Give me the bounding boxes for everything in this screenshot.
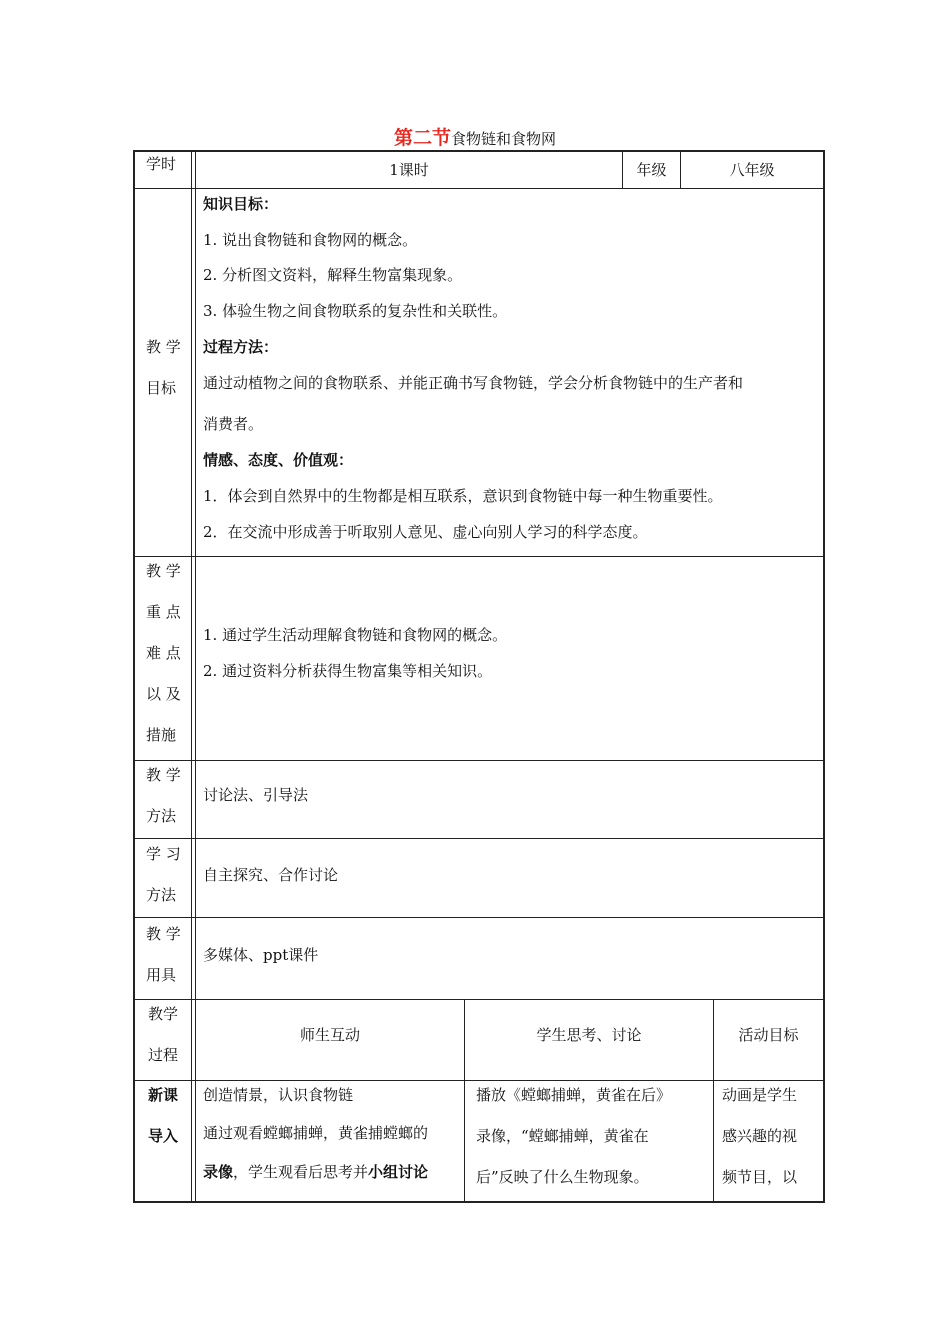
key-points-label: 措施 xyxy=(146,726,177,744)
grade-label: 年级 xyxy=(636,161,667,179)
teaching-method-label: 方法 xyxy=(146,807,177,825)
intro-interaction-text: 通过观看螳螂捕蝉，黄雀捕螳螂的 xyxy=(203,1124,429,1142)
row-divider xyxy=(134,838,824,839)
key-points-label: 重 点 xyxy=(146,603,181,621)
emphasis-video: 录像 xyxy=(203,1163,234,1181)
teaching-method-value: 讨论法、引导法 xyxy=(203,786,309,804)
section-number: 第二节 xyxy=(393,127,451,149)
knowledge-heading: 知识目标： xyxy=(203,195,279,213)
intro-discussion-text: 播放《螳螂捕蝉，黄雀在后》 xyxy=(476,1086,672,1104)
intro-interaction-text xyxy=(203,1162,428,1182)
learning-method-value: 自主探究、合作讨论 xyxy=(203,866,339,884)
intro-goal-text: 频节目，以 xyxy=(722,1168,798,1186)
row-divider xyxy=(134,188,824,189)
page-title xyxy=(0,124,950,153)
section-topic: 食物链和食物网 xyxy=(451,130,557,148)
knowledge-item: 1. 说出食物链和食物网的概念。 xyxy=(203,231,418,249)
teaching-method-label: 教 学 xyxy=(146,766,181,784)
key-points-label: 难 点 xyxy=(146,644,181,662)
row-divider xyxy=(134,1080,824,1081)
intro-goal-text: 感兴趣的视 xyxy=(722,1127,798,1145)
intro-label: 新课 xyxy=(148,1086,179,1104)
knowledge-item: 2. 分析图文资料，解释生物富集现象。 xyxy=(203,266,463,284)
emotion-item: 1．体会到自然界中的生物都是相互联系，意识到食物链中每一种生物重要性。 xyxy=(203,487,723,505)
intro-discussion-text: 录像，“螳螂捕蝉，黄雀在 xyxy=(476,1127,649,1145)
process-text: 消费者。 xyxy=(203,415,264,433)
objectives-label: 目标 xyxy=(146,379,177,397)
learning-method-label: 方法 xyxy=(146,886,177,904)
teaching-tools-label: 教 学 xyxy=(146,925,181,943)
row-divider xyxy=(134,556,824,557)
intro-discussion-text: 后”反映了什么生物现象。 xyxy=(476,1168,649,1186)
process-label: 过程 xyxy=(148,1046,179,1064)
row-divider xyxy=(134,760,824,761)
column-header-goal: 活动目标 xyxy=(738,1026,799,1044)
process-text: 通过动植物之间的食物联系、并能正确书写食物链，学会分析食物链中的生产者和 xyxy=(203,374,744,392)
key-point-item: 1. 通过学生活动理解食物链和食物网的概念。 xyxy=(203,626,508,644)
key-point-item: 2. 通过资料分析获得生物富集等相关知识。 xyxy=(203,662,493,680)
column-header-interaction: 师生互动 xyxy=(299,1026,360,1044)
knowledge-item: 3. 体验生物之间食物联系的复杂性和关联性。 xyxy=(203,302,508,320)
process-label: 教学 xyxy=(148,1005,179,1023)
row-divider xyxy=(134,917,824,918)
teaching-tools-label: 用具 xyxy=(146,966,177,984)
emphasis-group-discussion: 小组讨论 xyxy=(368,1163,429,1181)
process-heading: 过程方法： xyxy=(203,338,279,356)
learning-method-label: 学 习 xyxy=(146,845,181,863)
label-column-divider xyxy=(191,151,192,1201)
teaching-tools-value: 多媒体、ppt课件 xyxy=(203,946,319,964)
intro-label: 导入 xyxy=(148,1127,179,1145)
emotion-item: 2．在交流中形成善于听取别人意见、虚心向别人学习的科学态度。 xyxy=(203,523,648,541)
key-points-label: 以 及 xyxy=(146,685,181,703)
period-value: 1课时 xyxy=(389,161,429,179)
intro-goal-text: 动画是学生 xyxy=(722,1086,798,1104)
grade-value: 八年级 xyxy=(729,161,775,179)
intro-interaction-plain: ，学生观看后思考并 xyxy=(233,1163,369,1181)
column-header-discussion: 学生思考、讨论 xyxy=(536,1026,642,1044)
row-divider xyxy=(134,999,824,1000)
emotion-heading: 情感、态度、价值观： xyxy=(203,451,354,469)
period-label: 学时 xyxy=(146,155,177,173)
key-points-label: 教 学 xyxy=(146,562,181,580)
intro-interaction-text: 创造情景，认识食物链 xyxy=(203,1086,354,1104)
objectives-label: 教 学 xyxy=(146,338,181,356)
